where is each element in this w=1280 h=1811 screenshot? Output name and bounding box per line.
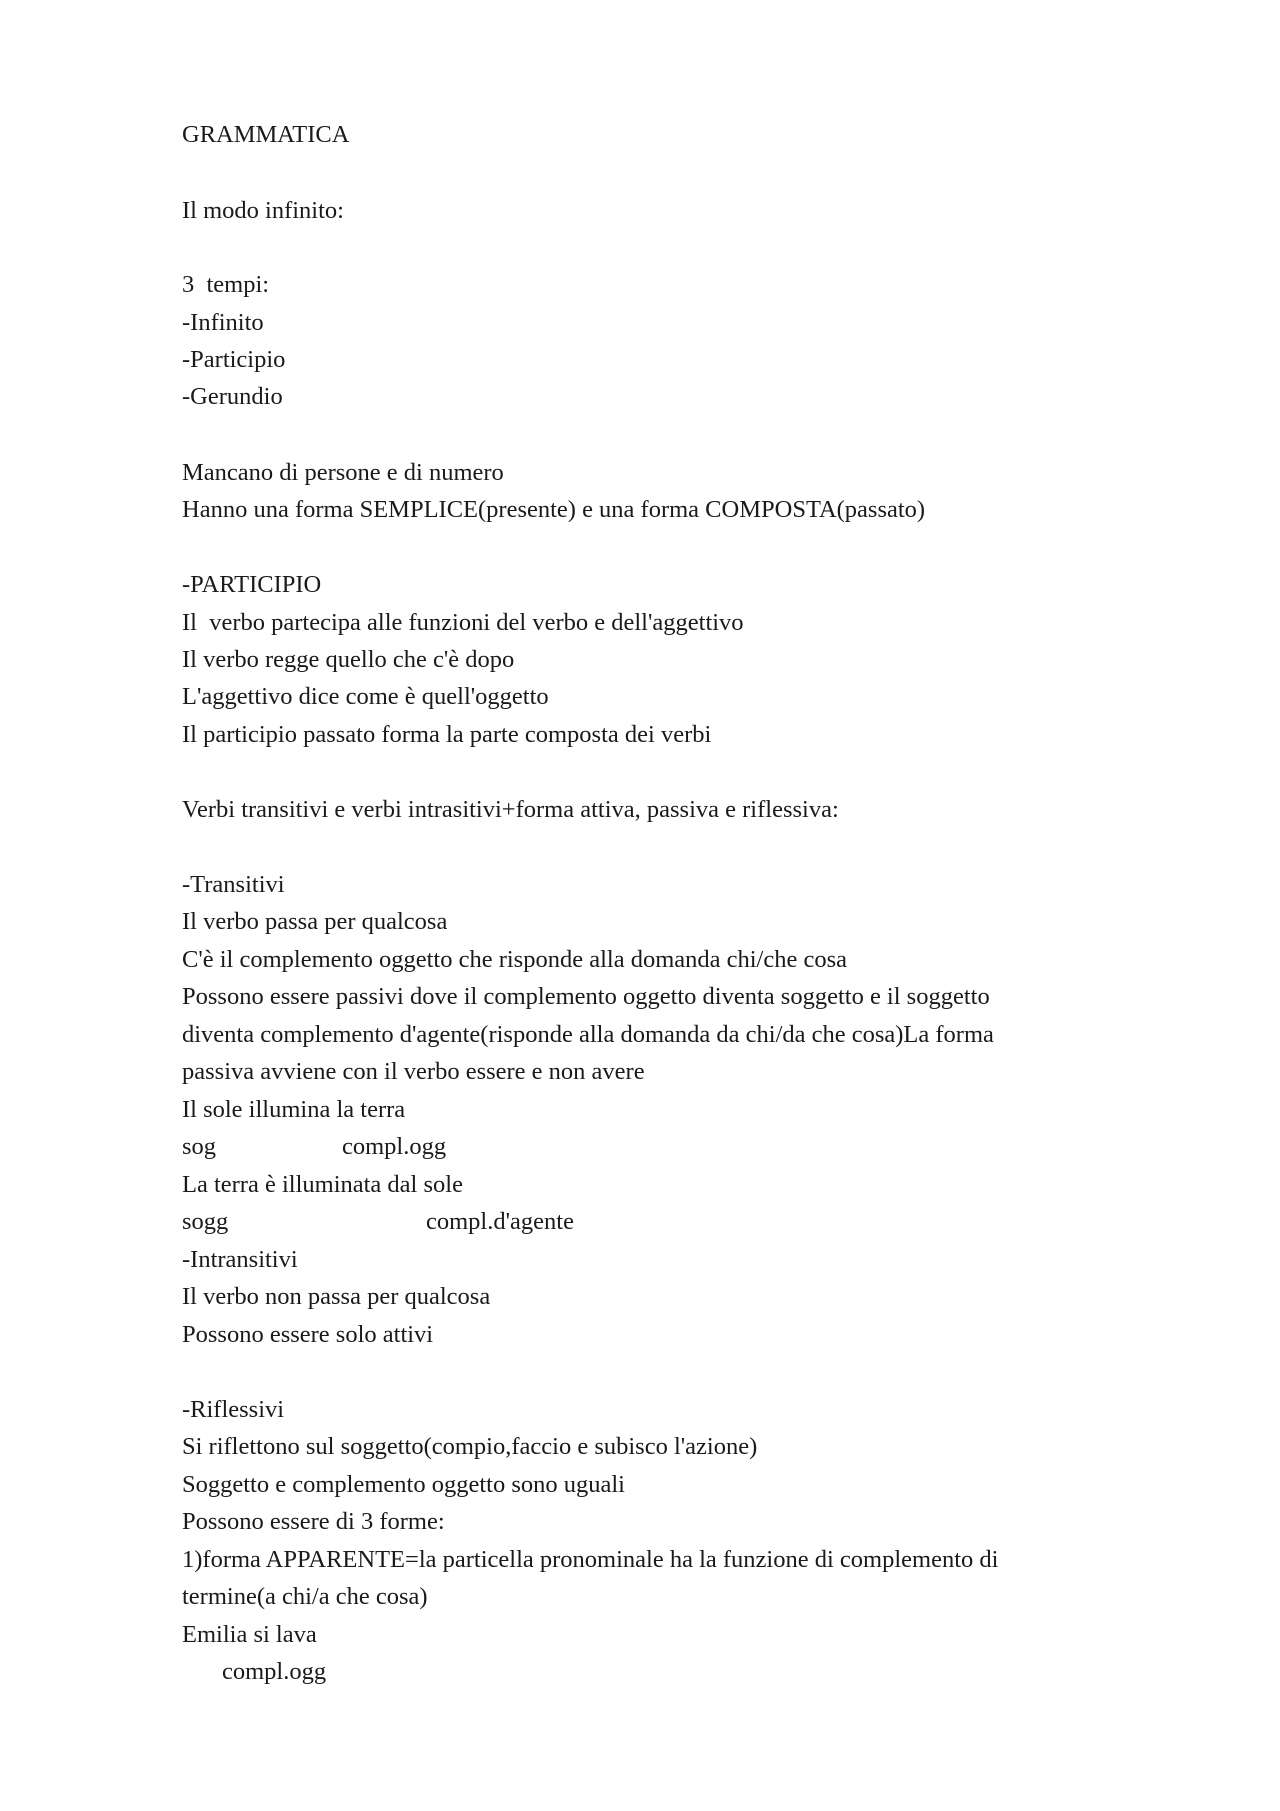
text-line: C'è il complemento oggetto che risponde alla domanda chi/che cosa (182, 946, 848, 973)
text-line: 3 tempi: (182, 271, 270, 298)
section-heading: -PARTICIPIO (182, 571, 322, 598)
text-line: Il participio passato forma la parte composta dei verbi (182, 721, 712, 748)
annotation-label: compl.ogg (342, 1133, 447, 1160)
section-heading: -Transitivi (182, 871, 285, 898)
text-line: Il modo infinito: (182, 197, 344, 224)
list-item: -Infinito (182, 309, 264, 336)
annotation-label: sog (182, 1133, 217, 1160)
list-item: -Participio (182, 346, 286, 373)
text-line: diventa complemento d'agente(risponde alla domanda da chi/da che cosa)La forma (182, 1021, 994, 1048)
example-sentence: Emilia si lava (182, 1621, 317, 1648)
text-line: 1)forma APPARENTE=la particella pronominale ha la funzione di complemento di (182, 1546, 999, 1573)
example-sentence: La terra è illuminata dal sole (182, 1171, 463, 1198)
annotation-label: compl.ogg (222, 1658, 327, 1685)
example-sentence: Il sole illumina la terra (182, 1096, 406, 1123)
text-line: termine(a chi/a che cosa) (182, 1583, 428, 1610)
text-line: Il verbo regge quello che c'è dopo (182, 646, 515, 673)
document-title: GRAMMATICA (182, 121, 350, 148)
text-line: Il verbo partecipa alle funzioni del verbo e dell'aggettivo (182, 609, 744, 636)
text-line: Verbi transitivi e verbi intrasitivi+forma attiva, passiva e riflessiva: (182, 796, 839, 823)
text-line: Possono essere solo attivi (182, 1321, 434, 1348)
text-line: Possono essere di 3 forme: (182, 1508, 445, 1535)
text-line: L'aggettivo dice come è quell'oggetto (182, 683, 549, 710)
text-line: Hanno una forma SEMPLICE(presente) e una forma COMPOSTA(passato) (182, 496, 926, 523)
text-line: Il verbo passa per qualcosa (182, 908, 448, 935)
text-line: Soggetto e complemento oggetto sono uguali (182, 1471, 625, 1498)
text-line: Possono essere passivi dove il complemento oggetto diventa soggetto e il soggetto (182, 983, 990, 1010)
annotation-label: sogg (182, 1208, 229, 1235)
list-item: -Gerundio (182, 383, 283, 410)
text-line: Mancano di persone e di numero (182, 459, 504, 486)
text-line: Si riflettono sul soggetto(compio,faccio e subisco l'azione) (182, 1433, 758, 1460)
text-line: Il verbo non passa per qualcosa (182, 1283, 491, 1310)
section-heading: -Intransitivi (182, 1246, 298, 1273)
annotation-label: compl.d'agente (426, 1208, 574, 1235)
section-heading: -Riflessivi (182, 1396, 285, 1423)
text-line: passiva avviene con il verbo essere e non avere (182, 1058, 645, 1085)
